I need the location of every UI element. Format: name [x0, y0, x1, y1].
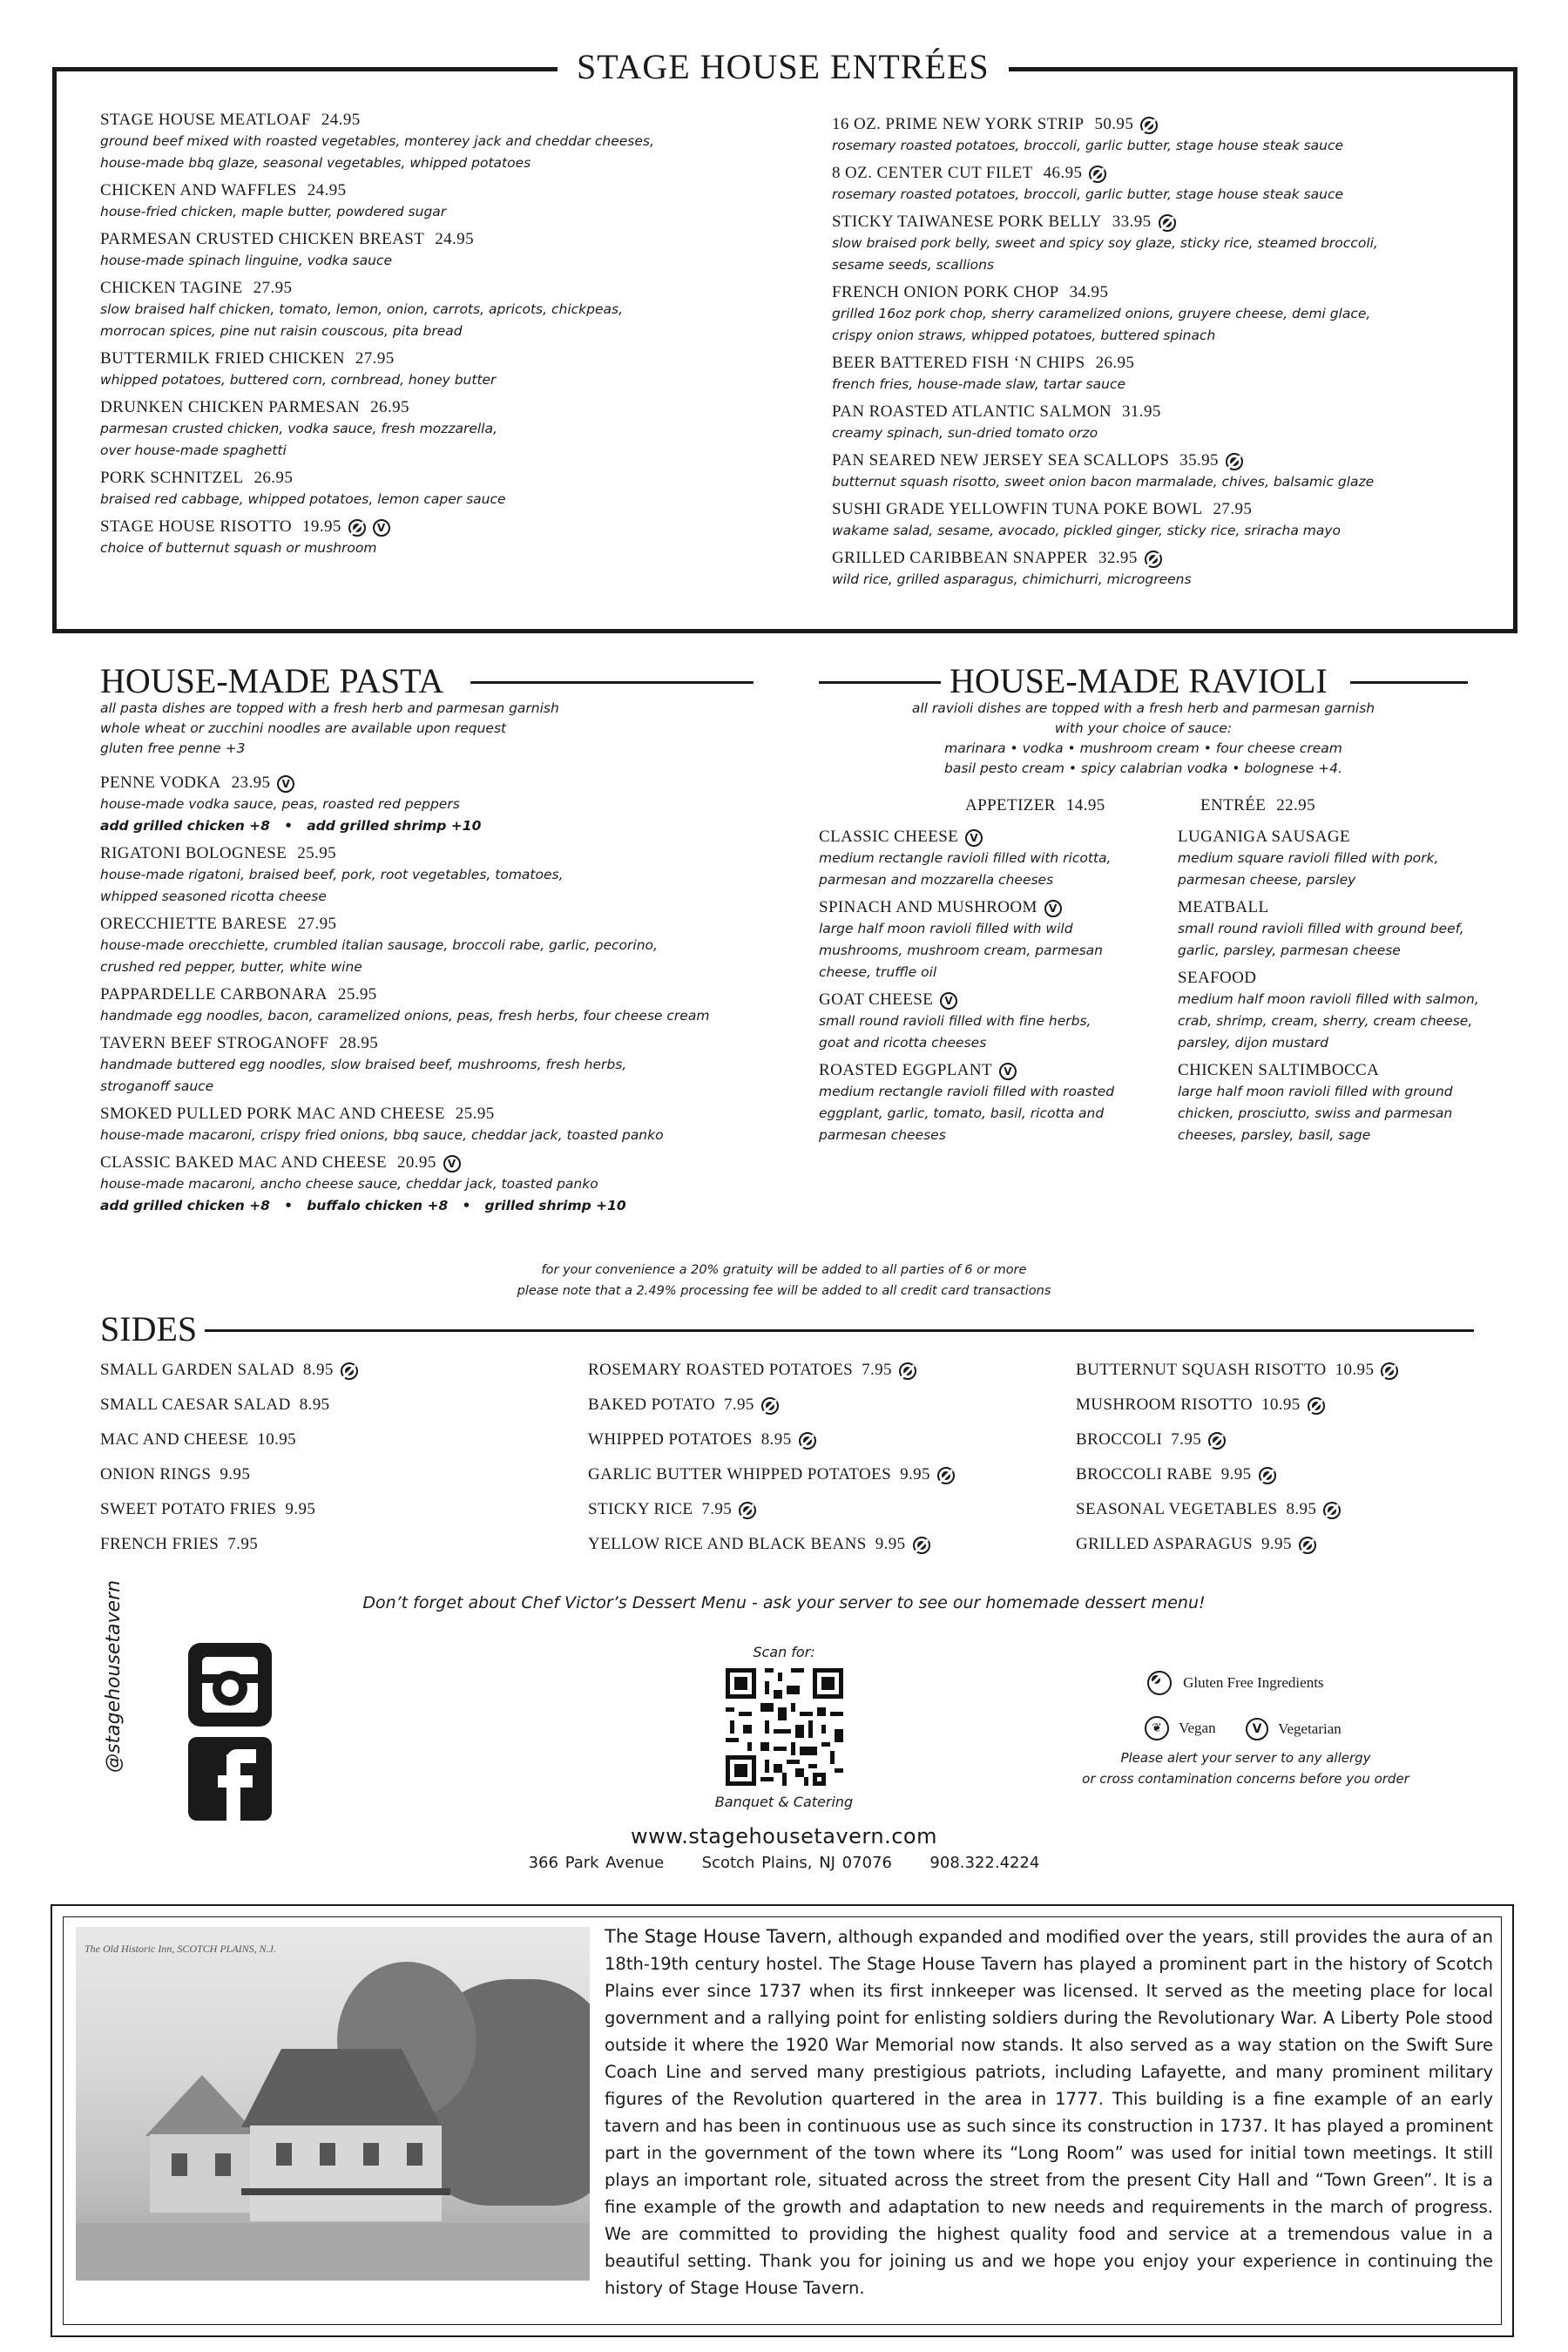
sides-title-rule	[205, 1329, 1474, 1332]
item-description: handmade egg noodles, bacon, caramelized onions, peas, fresh herbs, four cheese cream	[100, 1008, 710, 1024]
item-name: BUTTERMILK FRIED CHICKEN	[100, 349, 345, 368]
item-price: 26.95	[1095, 354, 1135, 372]
side-price: 8.95	[302, 1361, 334, 1379]
item-description: parmesan crusted chicken, vodka sauce, fresh mozzarella,	[100, 421, 497, 436]
menu-item-16-oz-prime-new-york-strip	[832, 113, 1477, 157]
item-description: cheeses, parsley, basil, sage	[1178, 1127, 1371, 1143]
item-price: 28.95	[339, 1034, 379, 1052]
menu-item-chicken-saltimbocca	[1178, 1059, 1526, 1146]
history-lead: The Stage House Tavern,	[605, 1926, 833, 1947]
item-price: 27.95	[355, 349, 395, 368]
item-description: house-made vodka sauce, peas, roasted red peppers	[100, 796, 460, 812]
processing-fee-note: please note that a 2.49% processing fee will be added to all credit card transactions	[517, 1284, 1051, 1298]
side-name: SEASONAL VEGETABLES	[1076, 1500, 1278, 1518]
item-price: 25.95	[455, 1105, 495, 1123]
item-name: SPINACH AND MUSHROOM	[819, 898, 1037, 916]
menu-item-penne-vodka	[100, 772, 797, 837]
item-description: house-fried chicken, maple butter, powdered sugar	[100, 204, 447, 220]
menu-item-orecchiette-barese	[100, 913, 797, 978]
item-name: SMOKED PULLED PORK MAC AND CHEESE	[100, 1105, 445, 1123]
side-name: WHIPPED POTATOES	[588, 1430, 753, 1449]
gluten-free-icon	[1089, 166, 1106, 183]
fees-note	[0, 1260, 1568, 1301]
item-description: crispy onion straws, whipped potatoes, buttered spinach	[832, 328, 1216, 343]
item-price: 32.95	[1098, 549, 1138, 567]
side-item-seasonal-vegetables	[1076, 1492, 1529, 1527]
menu-item-buttermilk-fried-chicken	[100, 348, 797, 391]
menu-item-beer-battered-fish-n-chips	[832, 352, 1477, 395]
menu-item-drunken-chicken-parmesan	[100, 396, 797, 462]
menu-item-chicken-and-waffles	[100, 179, 797, 223]
item-description: house-made macaroni, crispy fried onions, bbq sauce, cheddar jack, toasted panko	[100, 1127, 664, 1143]
item-name: 16 OZ. PRIME NEW YORK STRIP	[832, 115, 1085, 133]
item-price: 26.95	[370, 398, 409, 416]
side-name: BUTTERNUT SQUASH RISOTTO	[1076, 1361, 1327, 1379]
item-description: rosemary roasted potatoes, broccoli, garlic butter, stage house steak sauce	[832, 186, 1344, 202]
legend-vegan: ❦ Vegan	[1145, 1716, 1216, 1740]
vegetarian-icon	[965, 829, 983, 847]
side-price: 9.95	[220, 1465, 251, 1484]
menu-item-rigatoni-bolognese	[100, 842, 797, 908]
side-price: 7.95	[862, 1361, 892, 1379]
sides-column-3	[1076, 1353, 1529, 1562]
item-name: PENNE VODKA	[100, 774, 221, 792]
side-item-small-caesar-salad	[100, 1388, 571, 1423]
item-name: STICKY TAIWANESE PORK BELLY	[832, 213, 1102, 231]
gluten-free-icon	[899, 1362, 916, 1380]
item-price: 34.95	[1069, 283, 1109, 301]
item-price: 24.95	[435, 230, 474, 248]
item-price: 24.95	[307, 181, 347, 199]
side-price: 10.95	[257, 1430, 297, 1449]
item-description: goat and ricotta cheeses	[819, 1035, 987, 1051]
side-price: 10.95	[1335, 1361, 1375, 1379]
item-description: crab, shrimp, cream, sherry, cream cheese,	[1178, 1013, 1473, 1029]
side-price: 9.95	[1261, 1535, 1292, 1553]
item-description: medium half moon ravioli filled with salmon,	[1178, 991, 1479, 1007]
menu-item-pork-schnitzel	[100, 467, 797, 510]
item-description: handmade buttered egg noodles, slow braised beef, mushrooms, fresh herbs,	[100, 1057, 627, 1072]
history-text: The Stage House Tavern, although expanded and modified over the years, still provides the aura of an 18th-19th century hostel. The Stage House Tavern has played a prominent part in the history of Scotch Plains ever since 1737 when its first innkeeper was licensed. It served as the meeting place for local government and a rallying point for enlisting soldiers during the Revolutionary War. A Liberty Pole stood outside it where the 1920 War Memorial now stands. It also served as a way station on the Swift Sure Coach Line and served many prestigious patriots, including Lafayette, and many prominent military figures of the Revolution quartered in the area in 1777. This building is a fine example of an early tavern and has been in continuous use as such since its construction in 1737. It has played a prominent part in the government of the town where its “Long Room” was used for initial town meetings. It still plays an important role, situated across the street from the present City Hall and “Town Green”. It is a fine example of the growth and adaptation to new needs and requirements in the march of progress. We are committed to providing the highest quality food and service at a tremendous value in a beautiful setting. Thank you for joining us and we hope you enjoy your experience in continuing the history of Stage House Tavern.	[605, 1926, 1493, 2298]
item-name: PARMESAN CRUSTED CHICKEN BREAST	[100, 230, 425, 248]
sides-column-1	[100, 1353, 571, 1562]
item-description: choice of butternut squash or mushroom	[100, 540, 377, 556]
item-description: slow braised pork belly, sweet and spicy soy glaze, sticky rice, steamed broccoli,	[832, 235, 1378, 251]
side-price: 7.95	[1171, 1430, 1202, 1449]
item-description: garlic, parsley, parmesan cheese	[1178, 943, 1401, 958]
item-description: eggplant, garlic, tomato, basil, ricotta and	[819, 1105, 1105, 1121]
street-address: 366 Park Avenue	[528, 1854, 665, 1872]
side-item-onion-rings	[100, 1457, 571, 1492]
vegetarian-icon	[1044, 900, 1062, 917]
item-price: 24.95	[321, 111, 361, 129]
item-description: house-made rigatoni, braised beef, pork, root vegetables, tomatoes,	[100, 867, 564, 882]
item-description: house-made macaroni, ancho cheese sauce, cheddar jack, toasted panko	[100, 1176, 598, 1192]
note-line: gluten free penne +3	[100, 740, 246, 756]
item-name: STAGE HOUSE RISOTTO	[100, 517, 293, 536]
item-description: crushed red pepper, butter, white wine	[100, 959, 362, 975]
side-item-mac-and-cheese	[100, 1423, 571, 1457]
vegetarian-icon	[443, 1155, 461, 1173]
item-price: 25.95	[297, 844, 337, 862]
ravioli-left-column	[819, 826, 1167, 1152]
pasta-notes	[100, 699, 762, 759]
vegetarian-icon	[1246, 1718, 1268, 1740]
item-description: medium rectangle ravioli filled with ricotta,	[819, 850, 1112, 866]
item-name: GOAT CHEESE	[819, 990, 934, 1009]
item-price: 27.95	[253, 279, 293, 297]
ravioli-rule-right	[1350, 681, 1468, 684]
side-item-rosemary-roasted-potatoes	[588, 1353, 1058, 1388]
item-addons: add grilled chicken +8 • buffalo chicken +8 • grilled shrimp +10	[100, 1198, 626, 1213]
item-price: 19.95	[302, 517, 341, 536]
legend-vegetarian: V Vegetarian	[1246, 1718, 1342, 1740]
side-name: MUSHROOM RISOTTO	[1076, 1396, 1253, 1414]
item-description: stroganoff sauce	[100, 1078, 214, 1094]
menu-item-stage-house-risotto	[100, 516, 797, 559]
side-price: 9.95	[900, 1465, 930, 1484]
side-item-butternut-squash-risotto	[1076, 1353, 1529, 1388]
side-name: FRENCH FRIES	[100, 1535, 220, 1553]
phone-number[interactable]: 908.322.4224	[929, 1854, 1040, 1872]
item-name: GRILLED CARIBBEAN SNAPPER	[832, 549, 1088, 567]
gluten-free-icon	[348, 519, 366, 537]
gluten-free-icon	[1208, 1432, 1226, 1450]
item-description: sesame seeds, scallions	[832, 257, 995, 273]
side-price: 8.95	[299, 1396, 330, 1414]
ravioli-appetizer-price: APPETIZER 14.95	[965, 796, 1105, 814]
menu-item-grilled-caribbean-snapper	[832, 547, 1477, 591]
dessert-note: Don’t forget about Chef Victor’s Dessert Menu - ask your server to see our homemade dessert menu!	[362, 1593, 1206, 1612]
pasta-title-rule	[470, 681, 754, 684]
item-name: SUSHI GRADE YELLOWFIN TUNA POKE BOWL	[832, 500, 1203, 518]
menu-item-meatball	[1178, 896, 1526, 962]
item-name: CLASSIC CHEESE	[819, 828, 959, 846]
item-name: PAPPARDELLE CARBONARA	[100, 985, 328, 1004]
note-line: marinara • vodka • mushroom cream • four cheese cream	[944, 740, 1342, 756]
side-name: GRILLED ASPARAGUS	[1076, 1535, 1253, 1553]
side-price: 7.95	[701, 1500, 733, 1518]
menu-item-sushi-grade-yellowfin-tuna-poke-bowl	[832, 498, 1477, 542]
note-line: all pasta dishes are topped with a fresh herb and parmesan garnish	[100, 700, 559, 716]
side-item-baked-potato	[588, 1388, 1058, 1423]
item-description: french fries, house-made slaw, tartar sauce	[832, 376, 1125, 392]
item-description: large half moon ravioli filled with wild	[819, 921, 1073, 936]
gluten-free-icon	[1147, 1671, 1172, 1695]
gluten-free-icon	[1259, 1467, 1276, 1484]
menu-item-pan-roasted-atlantic-salmon	[832, 401, 1477, 444]
item-price: 35.95	[1179, 451, 1219, 470]
item-description: small round ravioli filled with ground beef,	[1178, 921, 1464, 936]
item-name: ORECCHIETTE BARESE	[100, 915, 287, 933]
side-item-grilled-asparagus	[1076, 1527, 1529, 1562]
item-description: mushrooms, mushroom cream, parmesan	[819, 943, 1103, 958]
ravioli-notes	[819, 699, 1468, 779]
gluten-free-icon	[1299, 1537, 1316, 1554]
item-name: PORK SCHNITZEL	[100, 469, 244, 487]
item-price: 31.95	[1122, 402, 1161, 421]
item-name: DRUNKEN CHICKEN PARMESAN	[100, 398, 361, 416]
vegetarian-icon	[277, 775, 294, 793]
city-address: Scotch Plains, NJ 07076	[701, 1854, 892, 1872]
qr-scan-label: Scan for:	[753, 1644, 815, 1660]
ravioli-rule-left	[819, 681, 941, 684]
gluten-free-icon	[1159, 214, 1176, 232]
item-description: medium rectangle ravioli filled with roasted	[819, 1084, 1115, 1099]
side-name: MAC AND CHEESE	[100, 1430, 249, 1449]
ravioli-title: HOUSE-MADE RAVIOLI	[950, 661, 1328, 700]
menu-item-goat-cheese	[819, 989, 1167, 1054]
side-name: BAKED POTATO	[588, 1396, 715, 1414]
item-description: whipped potatoes, buttered corn, cornbread, honey butter	[100, 372, 497, 388]
gluten-free-icon	[341, 1362, 358, 1380]
gluten-free-icon	[937, 1467, 955, 1484]
side-name: SMALL CAESAR SALAD	[100, 1396, 291, 1414]
item-description: ground beef mixed with roasted vegetables, monterey jack and cheddar cheeses,	[100, 133, 654, 149]
gluten-free-icon	[913, 1537, 930, 1554]
qr-code[interactable]	[726, 1668, 843, 1786]
side-item-garlic-butter-whipped-potatoes	[588, 1457, 1058, 1492]
item-description: wild rice, grilled asparagus, chimichurri, microgreens	[832, 571, 1192, 587]
item-description: parmesan cheeses	[819, 1127, 946, 1143]
item-description: butternut squash risotto, sweet onion bacon marmalade, chives, balsamic glaze	[832, 474, 1375, 490]
item-description: cheese, truffle oil	[819, 964, 937, 980]
vegetarian-icon	[999, 1063, 1017, 1080]
address-line	[0, 1854, 1568, 1872]
item-description: house-made bbq glaze, seasonal vegetables, whipped potatoes	[100, 155, 531, 171]
item-description: grilled 16oz pork chop, sherry caramelized onions, gruyere cheese, demi glace,	[832, 306, 1371, 321]
pasta-title: HOUSE-MADE PASTA	[100, 661, 444, 700]
entrees-right-column	[832, 113, 1477, 596]
item-name: PAN SEARED NEW JERSEY SEA SCALLOPS	[832, 451, 1170, 470]
item-description: medium square ravioli filled with pork,	[1178, 850, 1439, 866]
side-price: 8.95	[760, 1430, 792, 1449]
historic-inn-photo: The Old Historic Inn, SCOTCH PLAINS, N.J.	[76, 1927, 590, 2281]
item-price: 20.95	[396, 1153, 436, 1172]
menu-item-sticky-taiwanese-pork-belly	[832, 211, 1477, 276]
side-item-sticky-rice	[588, 1492, 1058, 1527]
side-item-sweet-potato-fries	[100, 1492, 571, 1527]
side-price: 9.95	[1220, 1465, 1252, 1484]
side-price: 9.95	[875, 1535, 906, 1553]
side-name: GARLIC BUTTER WHIPPED POTATOES	[588, 1465, 892, 1484]
item-name: SEAFOOD	[1178, 969, 1257, 987]
side-price: 8.95	[1286, 1500, 1317, 1518]
item-price: 46.95	[1043, 164, 1083, 182]
item-name: ROASTED EGGPLANT	[819, 1061, 993, 1079]
side-item-small-garden-salad	[100, 1353, 571, 1388]
item-description: small round ravioli filled with fine herbs,	[819, 1013, 1092, 1029]
item-name: PAN ROASTED ATLANTIC SALMON	[832, 402, 1112, 421]
item-description: over house-made spaghetti	[100, 443, 287, 458]
item-description: morrocan spices, pine nut raisin couscous, pita bread	[100, 323, 463, 339]
item-price: 25.95	[337, 985, 377, 1004]
side-item-broccoli-rabe	[1076, 1457, 1529, 1492]
legend-gluten-free: Gluten Free Ingredients	[1147, 1671, 1324, 1695]
item-description: whipped seasoned ricotta cheese	[100, 889, 327, 904]
side-name: YELLOW RICE AND BLACK BEANS	[588, 1535, 867, 1553]
gluten-free-icon	[1140, 117, 1158, 134]
menu-item-8-oz-center-cut-filet	[832, 162, 1477, 206]
item-description: house-made orecchiette, crumbled italian sausage, broccoli rabe, garlic, pecorino,	[100, 937, 658, 953]
ravioli-entree-price: ENTRÉE 22.95	[1200, 796, 1315, 814]
item-name: FRENCH ONION PORK CHOP	[832, 283, 1059, 301]
menu-item-spinach-and-mushroom	[819, 896, 1167, 983]
menu-item-pappardelle-carbonara	[100, 983, 797, 1027]
facebook-icon[interactable]	[188, 1737, 272, 1821]
side-item-mushroom-risotto	[1076, 1388, 1529, 1423]
gluten-free-icon	[799, 1432, 816, 1450]
gratuity-note: for your convenience a 20% gratuity will be added to all parties of 6 or more	[541, 1263, 1027, 1277]
gluten-free-icon	[1145, 551, 1162, 568]
item-description: parmesan cheese, parsley	[1178, 872, 1356, 888]
item-addons: add grilled chicken +8 • add grilled shrimp +10	[100, 818, 482, 834]
instagram-icon[interactable]	[188, 1643, 272, 1727]
gluten-free-icon	[1308, 1397, 1325, 1415]
item-name: MEATBALL	[1178, 898, 1269, 916]
menu-item-classic-cheese	[819, 826, 1167, 891]
menu-item-seafood	[1178, 967, 1526, 1054]
note-line: all ravioli dishes are topped with a fresh herb and parmesan garnish	[911, 700, 1375, 716]
menu-item-smoked-pulled-pork-mac-and-cheese	[100, 1103, 797, 1146]
item-name: CHICKEN TAGINE	[100, 279, 243, 297]
menu-item-classic-baked-mac-and-cheese	[100, 1152, 797, 1217]
sides-title: SIDES	[100, 1309, 198, 1348]
entrees-title: STAGE HOUSE ENTRÉES	[558, 46, 1009, 88]
vegetarian-icon	[940, 992, 957, 1010]
side-price: 10.95	[1260, 1396, 1301, 1414]
item-description: chicken, prosciutto, swiss and parmesan	[1178, 1105, 1453, 1121]
item-price: 50.95	[1094, 115, 1134, 133]
item-name: CHICKEN SALTIMBOCCA	[1178, 1061, 1380, 1079]
item-name: LUGANIGA SAUSAGE	[1178, 828, 1350, 846]
menu-item-chicken-tagine	[100, 277, 797, 342]
item-name: BEER BATTERED FISH ‘N CHIPS	[832, 354, 1085, 372]
side-name: ROSEMARY ROASTED POTATOES	[588, 1361, 854, 1379]
menu-item-luganiga-sausage	[1178, 826, 1526, 891]
menu-item-stage-house-meatloaf	[100, 109, 797, 174]
item-description: rosemary roasted potatoes, broccoli, garlic butter, stage house steak sauce	[832, 138, 1344, 153]
note-line: with your choice of sauce:	[1054, 720, 1233, 736]
menu-item-roasted-eggplant	[819, 1059, 1167, 1146]
sides-column-2	[588, 1353, 1058, 1562]
social-handle[interactable]: @stagehousetavern	[103, 1579, 125, 1773]
vegetarian-icon	[373, 519, 390, 537]
item-name: TAVERN BEEF STROGANOFF	[100, 1034, 329, 1052]
side-price: 7.95	[723, 1396, 754, 1414]
qr-purpose-label: Banquet & Catering	[714, 1794, 854, 1810]
gluten-free-icon	[739, 1502, 756, 1519]
item-price: 27.95	[297, 915, 337, 933]
item-name: RIGATONI BOLOGNESE	[100, 844, 287, 862]
ravioli-right-column	[1178, 826, 1526, 1152]
side-item-yellow-rice-and-black-beans	[588, 1527, 1058, 1562]
side-name: STICKY RICE	[588, 1500, 693, 1518]
side-price: 9.95	[285, 1500, 316, 1518]
item-description: parsley, dijon mustard	[1178, 1035, 1328, 1051]
side-name: ONION RINGS	[100, 1465, 212, 1484]
gluten-free-icon	[1323, 1502, 1341, 1519]
item-price: 27.95	[1213, 500, 1253, 518]
side-name: BROCCOLI RABE	[1076, 1465, 1213, 1484]
website-link[interactable]: www.stagehousetavern.com	[631, 1824, 937, 1848]
item-name: CHICKEN AND WAFFLES	[100, 181, 297, 199]
side-price: 7.95	[227, 1535, 259, 1553]
item-description: house-made spinach linguine, vodka sauce	[100, 253, 393, 268]
side-name: BROCCOLI	[1076, 1430, 1163, 1449]
side-item-whipped-potatoes	[588, 1423, 1058, 1457]
item-description: braised red cabbage, whipped potatoes, lemon caper sauce	[100, 491, 506, 507]
item-description: large half moon ravioli filled with ground	[1178, 1084, 1453, 1099]
item-price: 33.95	[1112, 213, 1152, 231]
gluten-free-icon	[761, 1397, 779, 1415]
menu-item-tavern-beef-stroganoff	[100, 1032, 797, 1098]
gluten-free-icon	[1381, 1362, 1398, 1380]
item-description: slow braised half chicken, tomato, lemon, onion, carrots, apricots, chickpeas,	[100, 301, 623, 317]
item-name: STAGE HOUSE MEATLOAF	[100, 111, 311, 129]
item-name: CLASSIC BAKED MAC AND CHEESE	[100, 1153, 387, 1172]
item-price: 26.95	[253, 469, 294, 487]
item-price: 23.95	[231, 774, 271, 792]
allergy-note: Please alert your server to any allergy or cross contamination concerns before you order	[1082, 1750, 1409, 1787]
entrees-left-column	[100, 109, 797, 564]
note-line: whole wheat or zucchini noodles are available upon request	[100, 720, 507, 736]
item-description: parmesan and mozzarella cheeses	[819, 872, 1054, 888]
item-description: creamy spinach, sun-dried tomato orzo	[832, 425, 1098, 441]
side-name: SWEET POTATO FRIES	[100, 1500, 277, 1518]
pasta-items	[100, 772, 797, 1222]
side-item-french-fries	[100, 1527, 571, 1562]
side-name: SMALL GARDEN SALAD	[100, 1361, 294, 1379]
item-name: 8 OZ. CENTER CUT FILET	[832, 164, 1033, 182]
side-item-broccoli	[1076, 1423, 1529, 1457]
menu-item-parmesan-crusted-chicken-breast	[100, 228, 797, 272]
vegan-leaf-icon: ❦	[1145, 1716, 1169, 1740]
menu-item-pan-seared-new-jersey-sea-scallops	[832, 449, 1477, 493]
gluten-free-icon	[1226, 453, 1243, 470]
item-description: wakame salad, sesame, avocado, pickled ginger, sticky rice, sriracha mayo	[832, 523, 1342, 538]
menu-item-french-onion-pork-chop	[832, 281, 1477, 347]
note-line: basil pesto cream • spicy calabrian vodka • bolognese +4.	[944, 760, 1342, 776]
